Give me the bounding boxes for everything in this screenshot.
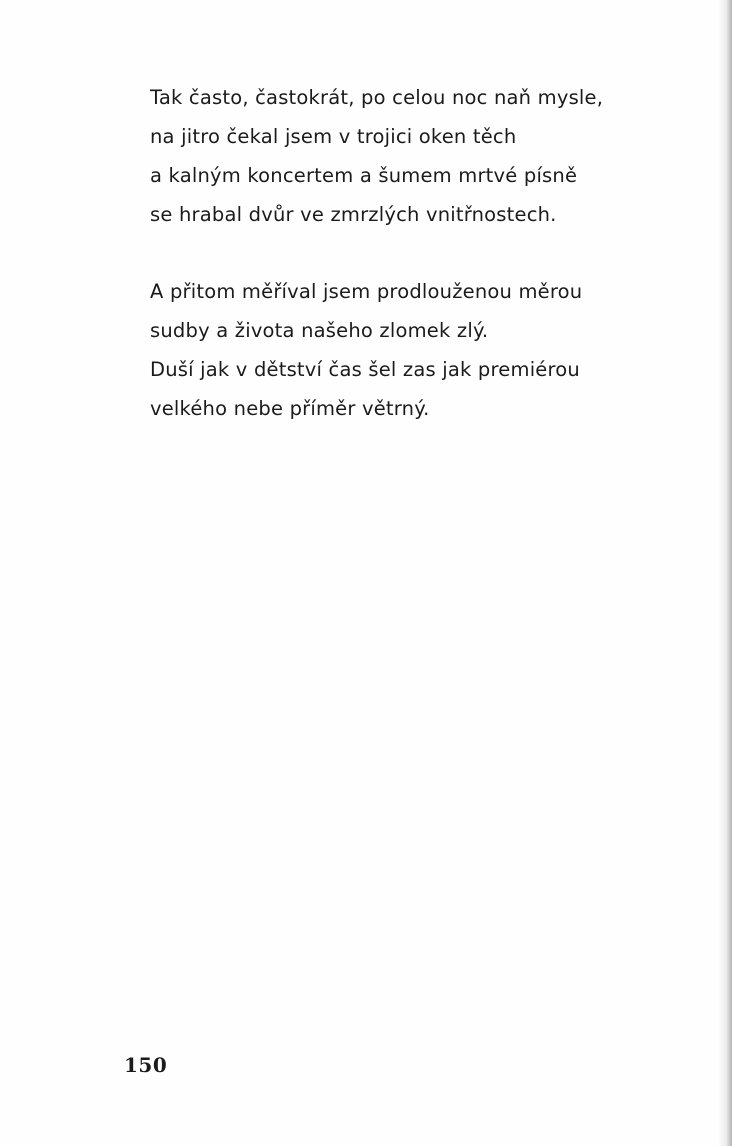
stanza-2 (150, 272, 690, 428)
poem-line: sudby a života našeho zlomek zlý. (150, 319, 489, 342)
page-edge-shadow (718, 0, 732, 1146)
poem-text (150, 78, 690, 428)
poem-line: Tak často, častokrát, po celou noc naň mysle, (150, 86, 604, 109)
poem-line: se hrabal dvůr ve zmrzlých vnitřnostech. (150, 203, 557, 226)
page-number: 150 (124, 1053, 168, 1077)
poem-line: velkého nebe příměr větrný. (150, 397, 430, 420)
stanza-1 (150, 78, 690, 234)
poem-line: na jitro čekal jsem v trojici oken těch (150, 125, 517, 148)
poem-line: Duší jak v dětství čas šel zas jak premiérou (150, 358, 580, 381)
poem-line: a kalným koncertem a šumem mrtvé písně (150, 164, 578, 187)
poem-line: A přitom měříval jsem prodlouženou měrou (150, 280, 583, 303)
